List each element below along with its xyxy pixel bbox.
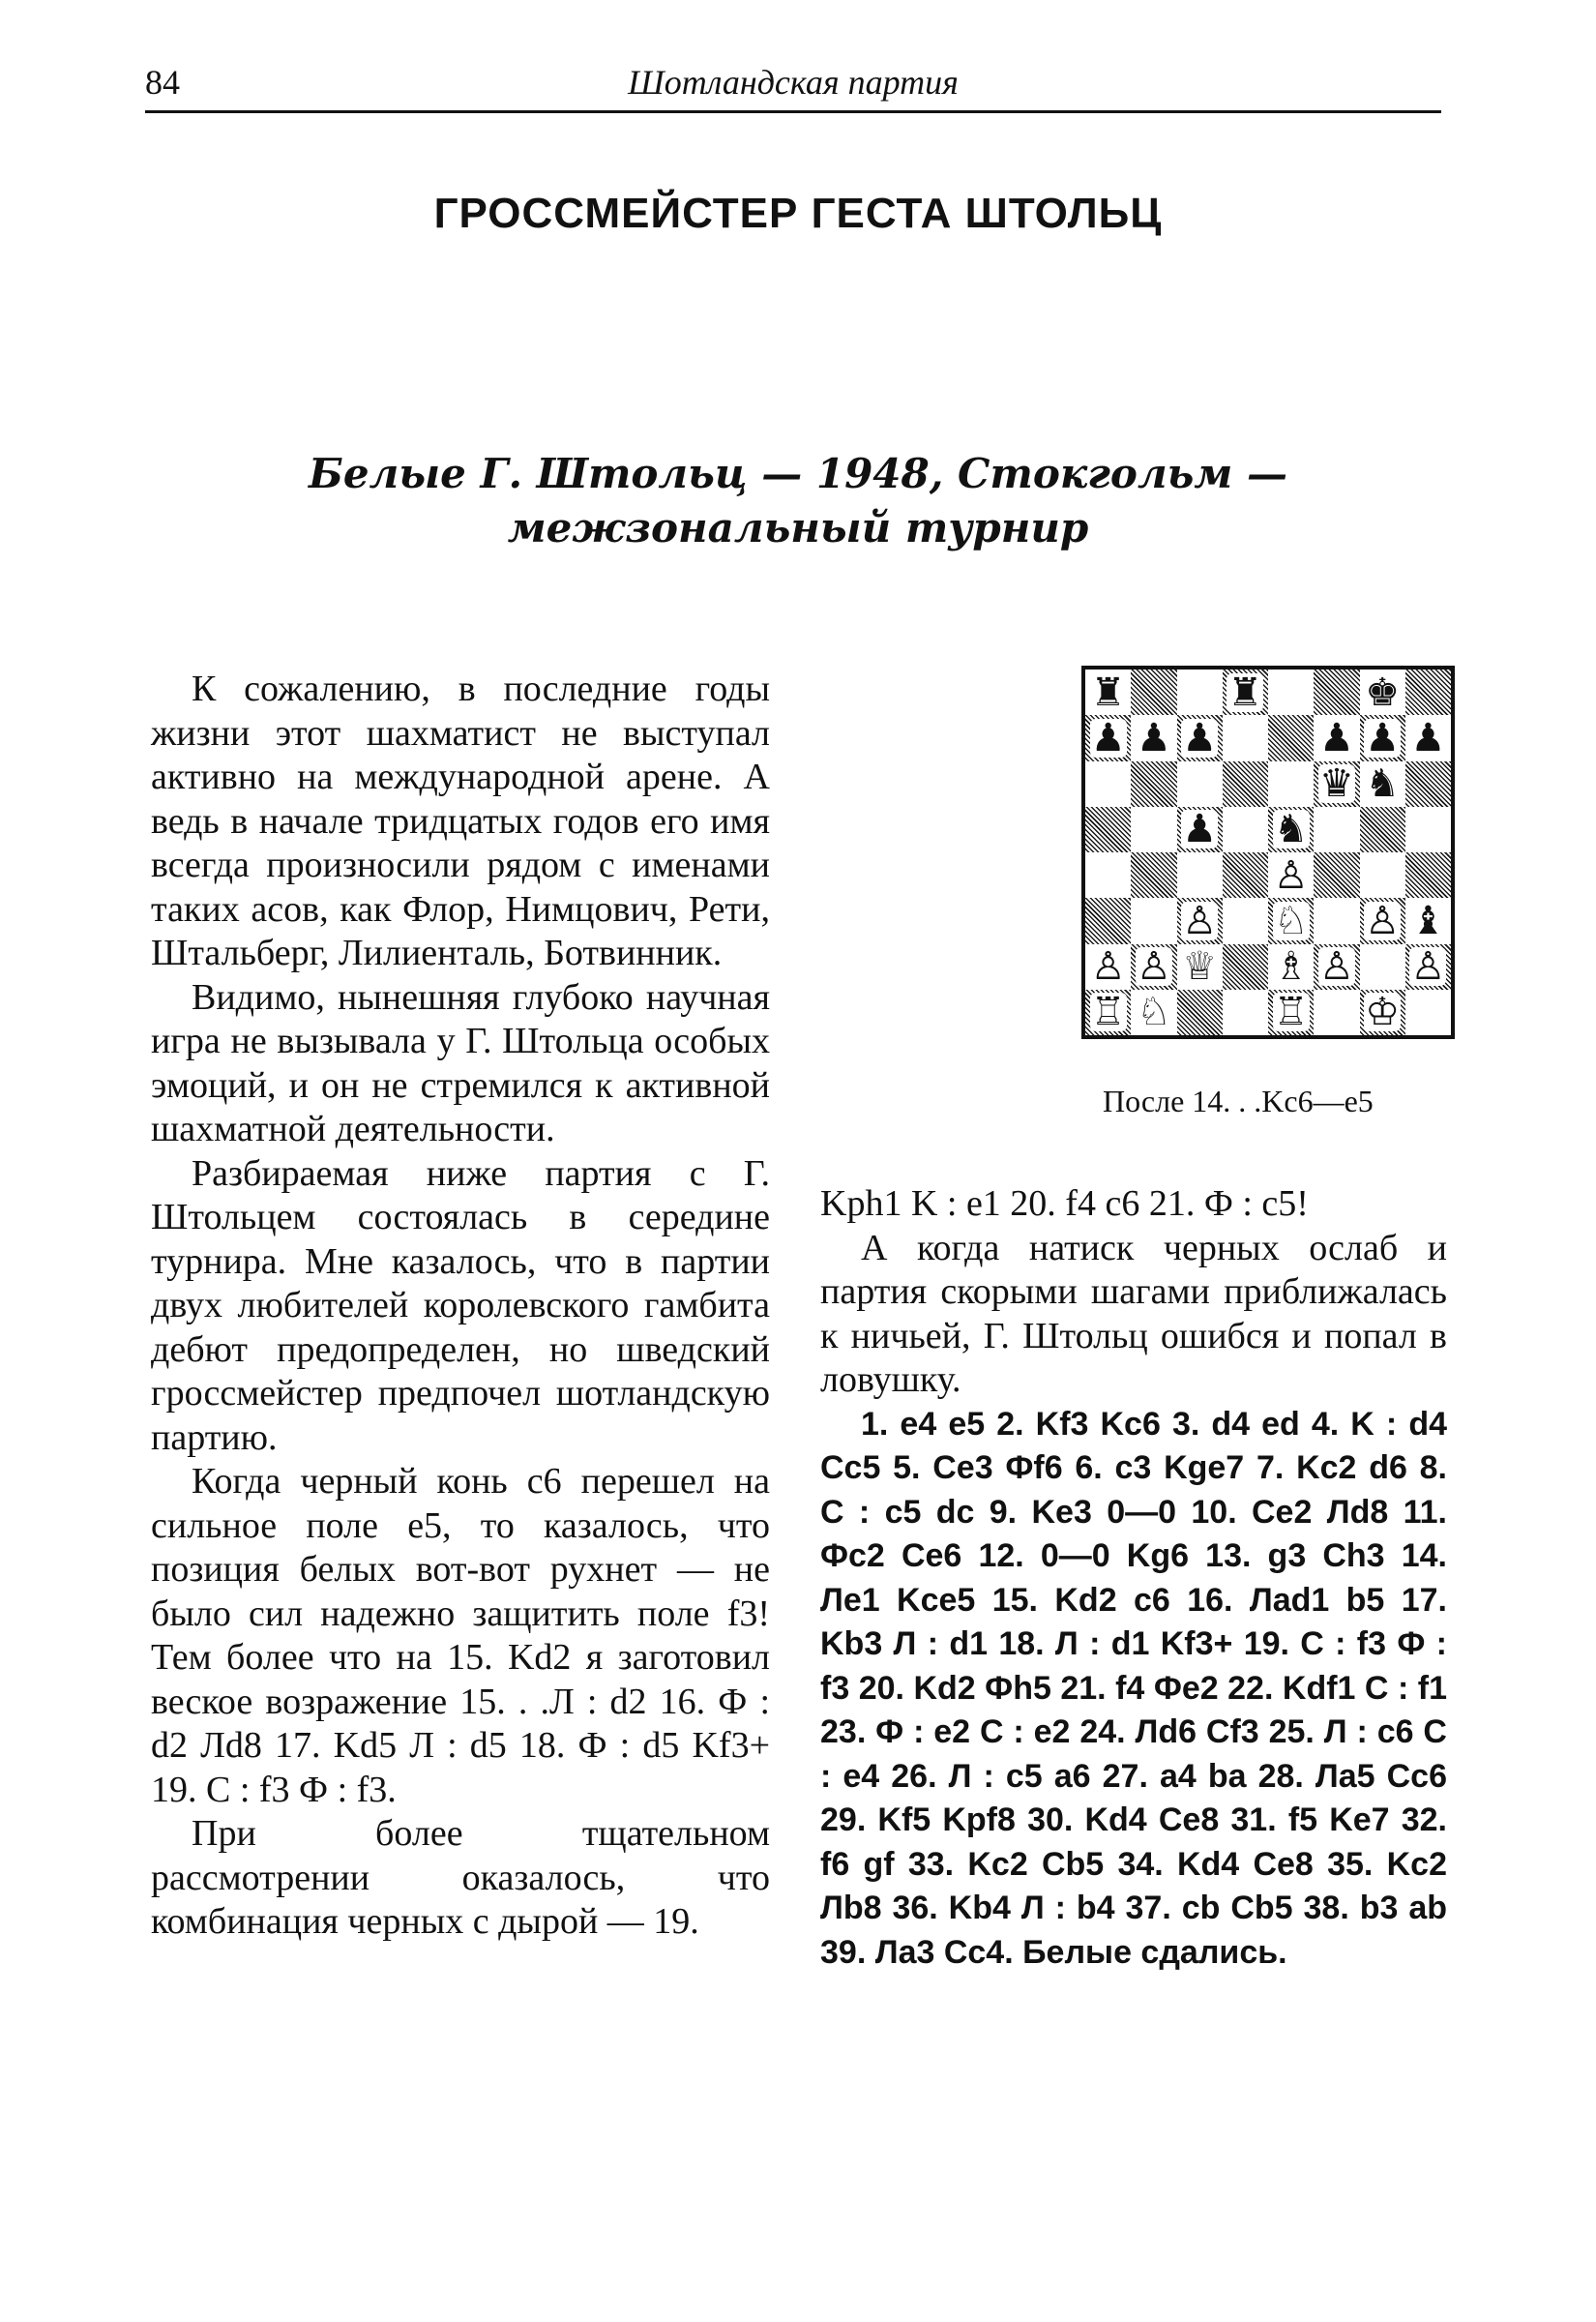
left-paragraph-1: К сожалению, в последние годы жизни этот шахматист не выступал активно на международной арене. А ведь в начале тридцатых годов его имя всегда произносили рядом с именами таких асов, как Флор, Нимцович, Рети, Штальберг, Лилиенталь, Ботвинник. xyxy=(151,669,770,973)
square-e1 xyxy=(1268,990,1314,1035)
right-column xyxy=(820,1182,1447,1975)
square-b5 xyxy=(1131,807,1176,852)
game-heading-line2: межзональный турнир xyxy=(507,504,1089,551)
square-g4 xyxy=(1360,852,1405,898)
white-queen-icon: ♕ xyxy=(1182,944,1218,990)
square-a6 xyxy=(1085,761,1131,807)
black-pawn-icon: ♟ xyxy=(1410,715,1446,760)
square-b2 xyxy=(1131,944,1176,990)
square-e3 xyxy=(1268,898,1314,943)
black-knight-icon: ♞ xyxy=(1273,807,1309,852)
square-b1 xyxy=(1131,990,1176,1035)
white-pawn-icon: ♙ xyxy=(1136,944,1171,990)
square-g8 xyxy=(1360,670,1405,715)
square-a4 xyxy=(1085,852,1131,898)
black-pawn-icon: ♟ xyxy=(1090,715,1126,760)
game-heading xyxy=(0,447,1596,555)
black-pawn-icon: ♟ xyxy=(1365,715,1401,760)
square-d4 xyxy=(1223,852,1268,898)
square-e4 xyxy=(1268,852,1314,898)
black-knight-icon: ♞ xyxy=(1365,761,1401,807)
white-bishop-icon: ♗ xyxy=(1273,944,1309,990)
white-pawn-icon: ♙ xyxy=(1273,852,1309,898)
white-rook-icon: ♖ xyxy=(1273,990,1309,1035)
square-a1 xyxy=(1085,990,1131,1035)
square-f2 xyxy=(1314,944,1359,990)
square-d5 xyxy=(1223,807,1268,852)
chess-diagram xyxy=(1081,666,1455,1039)
white-pawn-icon: ♙ xyxy=(1182,898,1218,943)
white-pawn-icon: ♙ xyxy=(1318,944,1354,990)
white-pawn-icon: ♙ xyxy=(1365,898,1401,943)
page-header xyxy=(145,56,1441,114)
right-paragraph-2: А когда натиск черных ослаб и партия скорыми шагами приближалась к ничьей, Г. Штольц ошибся и попал в ловушку. xyxy=(820,1227,1447,1400)
square-d7 xyxy=(1223,715,1268,760)
square-h6 xyxy=(1405,761,1451,807)
black-rook-icon: ♜ xyxy=(1227,670,1263,715)
square-c7 xyxy=(1177,715,1223,760)
square-b8 xyxy=(1131,670,1176,715)
square-g7 xyxy=(1360,715,1405,760)
black-pawn-icon: ♟ xyxy=(1182,715,1218,760)
square-e6 xyxy=(1268,761,1314,807)
square-g6 xyxy=(1360,761,1405,807)
square-c8 xyxy=(1177,670,1223,715)
square-d8 xyxy=(1223,670,1268,715)
square-c3 xyxy=(1177,898,1223,943)
square-h4 xyxy=(1405,852,1451,898)
black-rook-icon: ♜ xyxy=(1090,670,1126,715)
square-h5 xyxy=(1405,807,1451,852)
square-e7 xyxy=(1268,715,1314,760)
square-g5 xyxy=(1360,807,1405,852)
square-h3 xyxy=(1405,898,1451,943)
square-f4 xyxy=(1314,852,1359,898)
square-h7 xyxy=(1405,715,1451,760)
square-h8 xyxy=(1405,670,1451,715)
white-knight-icon: ♘ xyxy=(1273,898,1309,943)
left-paragraph-2: Видимо, нынешняя глубоко научная игра не вызывала у Г. Штольца особых эмоций, и он не стремился к активной шахматной деятельности. xyxy=(151,976,770,1149)
white-knight-icon: ♘ xyxy=(1136,990,1171,1035)
game-moves: 1. e4 e5 2. Kf3 Kc6 3. d4 ed 4. K : d4 Cc5 5. Ce3 Фf6 6. c3 Kge7 7. Kc2 d6 8. C : c5 dc 9. Ke3 0—0 10. Ce2 Лd8 11. Фc2 Ce6 12. 0—0 Kg6 13. g3 Ch3 14. Лe1 Kce5 15. Kd2 c6 16. Лad1 b5 17. Kb3 Л : d1 18. Л : d1 Kf3+ 19. C : f3 Ф : f3 20. Kd2 Фh5 21. f4 Фe2 22. Kdf1 C : f1 23. Ф : e2 C : e2 24. Лd6 Cf3 25. Л : c6 C : e4 26. Л : c5 a6 27. a4 ba 28. Лa5 Cc6 29. Kf5 Kpf8 30. Kd4 Ce8 31. f5 Ke7 32. f6 gf 33. Kc2 Cb5 34. Kd4 Ce8 35. Kc2 Лb8 36. Kb4 Л : b4 37. cb Cb5 38. b3 ab 39. Лa3 Cc4. Белые сдались. xyxy=(820,1405,1447,1971)
square-e8 xyxy=(1268,670,1314,715)
black-pawn-icon: ♟ xyxy=(1136,715,1171,760)
square-d2 xyxy=(1223,944,1268,990)
left-paragraph-5: При более тщательном рассмотрении оказалось, что комбинация черных с дырой — 19. xyxy=(151,1813,770,1942)
header-rule xyxy=(145,110,1441,113)
square-e2 xyxy=(1268,944,1314,990)
black-bishop-icon: ♝ xyxy=(1410,898,1446,943)
square-b6 xyxy=(1131,761,1176,807)
square-c6 xyxy=(1177,761,1223,807)
square-h1 xyxy=(1405,990,1451,1035)
page-number: 84 xyxy=(145,63,180,102)
left-column xyxy=(151,668,770,1945)
square-g1 xyxy=(1360,990,1405,1035)
square-f5 xyxy=(1314,807,1359,852)
square-a7 xyxy=(1085,715,1131,760)
square-c2 xyxy=(1177,944,1223,990)
square-c1 xyxy=(1177,990,1223,1035)
square-a5 xyxy=(1085,807,1131,852)
square-f8 xyxy=(1314,670,1359,715)
black-pawn-icon: ♟ xyxy=(1182,807,1218,852)
square-a8 xyxy=(1085,670,1131,715)
square-f6 xyxy=(1314,761,1359,807)
square-d6 xyxy=(1223,761,1268,807)
square-c5 xyxy=(1177,807,1223,852)
chapter-title: ГРОССМЕЙСТЕР ГЕСТА ШТОЛЬЦ xyxy=(433,190,1163,237)
left-paragraph-4: Когда черный конь c6 перешел на сильное поле e5, то казалось, что позиция белых вот-вот рухнет — не было сил надежно защитить поле f3! Тем более что на 15. Kd2 я заготовил веское возражение 15. . .Л : d2 16. Ф : d2 Лd8 17. Kd5 Л : d5 18. Ф : d5 Kf3+ 19. C : f3 Ф : f3. xyxy=(151,1461,770,1810)
square-g2 xyxy=(1360,944,1405,990)
square-c4 xyxy=(1177,852,1223,898)
white-pawn-icon: ♙ xyxy=(1090,944,1126,990)
square-b7 xyxy=(1131,715,1176,760)
square-g3 xyxy=(1360,898,1405,943)
black-king-icon: ♚ xyxy=(1365,670,1401,715)
left-paragraph-3: Разбираемая ниже партия с Г. Штольцем состоялась в середине турнира. Мне казалось, что в партии двух любителей королевского гамбита дебют предопределен, но шведский гроссмейстер предпочел шотландскую партию. xyxy=(151,1152,770,1458)
square-d1 xyxy=(1223,990,1268,1035)
square-b4 xyxy=(1131,852,1176,898)
square-b3 xyxy=(1131,898,1176,943)
white-king-icon: ♔ xyxy=(1365,990,1401,1035)
square-a2 xyxy=(1085,944,1131,990)
square-f7 xyxy=(1314,715,1359,760)
black-pawn-icon: ♟ xyxy=(1318,715,1354,760)
diagram-caption: После 14. . .Kc6—e5 xyxy=(1103,1084,1374,1118)
square-d3 xyxy=(1223,898,1268,943)
game-heading-line1: Белые Г. Штольц — 1948, Стокгольм — xyxy=(309,450,1287,497)
square-f1 xyxy=(1314,990,1359,1035)
running-title: Шотландская партия xyxy=(628,63,959,102)
black-queen-icon: ♛ xyxy=(1318,761,1354,807)
white-pawn-icon: ♙ xyxy=(1410,944,1446,990)
right-paragraph-1: Kph1 K : e1 20. f4 c6 21. Ф : c5! xyxy=(820,1183,1309,1224)
square-h2 xyxy=(1405,944,1451,990)
square-f3 xyxy=(1314,898,1359,943)
chess-board xyxy=(1085,670,1451,1035)
square-a3 xyxy=(1085,898,1131,943)
white-rook-icon: ♖ xyxy=(1090,990,1126,1035)
square-e5 xyxy=(1268,807,1314,852)
